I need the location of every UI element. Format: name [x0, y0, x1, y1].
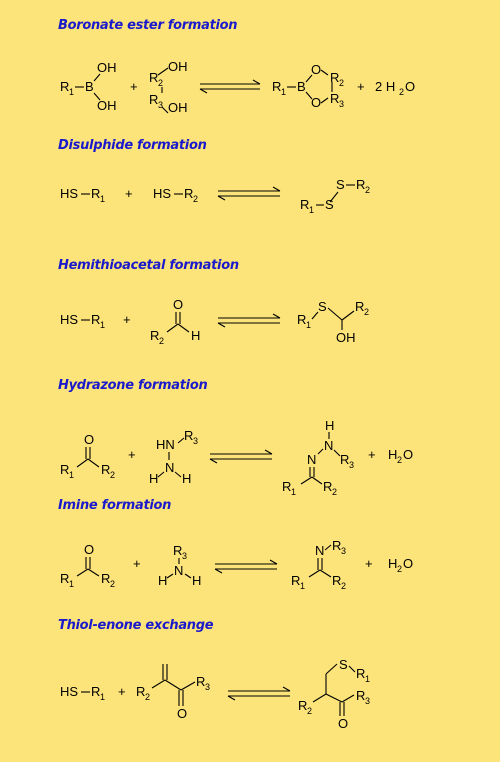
- svg-text:3: 3: [349, 460, 355, 470]
- svg-text:2: 2: [193, 194, 199, 204]
- imine-scheme: [0, 530, 500, 600]
- svg-text:S: S: [325, 197, 334, 212]
- svg-text:R: R: [60, 571, 70, 586]
- boronate-ester-scheme: [0, 55, 500, 125]
- svg-text:OH: OH: [97, 98, 117, 113]
- svg-text:N: N: [324, 438, 334, 453]
- svg-text:R: R: [91, 186, 101, 201]
- svg-text:R: R: [356, 688, 366, 703]
- svg-text:R: R: [149, 92, 159, 107]
- svg-text:2: 2: [110, 470, 116, 480]
- svg-text:1: 1: [281, 87, 287, 97]
- svg-text:HS: HS: [153, 186, 172, 201]
- diol: [149, 59, 188, 115]
- svg-text:R: R: [300, 197, 310, 212]
- svg-text:R: R: [330, 91, 340, 106]
- svg-text:1: 1: [309, 205, 315, 215]
- svg-text:3: 3: [339, 99, 345, 109]
- svg-text:HS: HS: [60, 684, 79, 699]
- svg-text:2: 2: [332, 487, 338, 497]
- svg-text:+: +: [365, 556, 373, 571]
- svg-text:O: O: [311, 95, 322, 110]
- svg-text:R: R: [356, 666, 366, 681]
- svg-text:3: 3: [182, 551, 188, 561]
- svg-text:1: 1: [100, 194, 106, 204]
- svg-text:R: R: [323, 479, 333, 494]
- svg-text:3: 3: [193, 436, 199, 446]
- svg-text:B: B: [297, 79, 306, 94]
- boronic-acid: [60, 60, 117, 113]
- svg-text:R: R: [150, 328, 160, 343]
- svg-text:H: H: [192, 573, 202, 588]
- svg-text:2: 2: [145, 692, 151, 702]
- aldehyde: [150, 297, 200, 346]
- thiol-enone-scheme: [0, 650, 500, 740]
- svg-text:O: O: [84, 432, 95, 447]
- section-title-boronate-ester: Boronate ester formation: [58, 18, 238, 33]
- svg-text:R: R: [297, 312, 307, 327]
- svg-text:R: R: [340, 452, 350, 467]
- svg-text:S: S: [318, 299, 327, 314]
- svg-text:1: 1: [306, 320, 312, 330]
- hydrazine: [149, 428, 198, 486]
- svg-text:H: H: [182, 471, 192, 486]
- section-title-thiol-enone: Thiol-enone exchange: [58, 618, 214, 633]
- svg-text:O: O: [311, 62, 322, 77]
- svg-text:R: R: [184, 428, 194, 443]
- svg-text:S: S: [339, 657, 348, 672]
- svg-text:S: S: [336, 177, 345, 192]
- svg-text:R: R: [298, 698, 308, 713]
- section-title-imine: Imine formation: [58, 498, 172, 513]
- svg-text:1: 1: [291, 487, 297, 497]
- svg-text:R: R: [60, 462, 70, 477]
- svg-text:+: +: [128, 447, 136, 462]
- svg-text:1: 1: [100, 692, 106, 702]
- svg-text:O: O: [403, 447, 414, 462]
- svg-text:R: R: [91, 684, 101, 699]
- svg-text:R: R: [282, 479, 292, 494]
- hydrazone: [282, 418, 354, 497]
- thiol-r1: [60, 312, 105, 330]
- svg-text:1: 1: [365, 674, 371, 684]
- svg-text:OH: OH: [168, 100, 188, 115]
- disulphide-scheme: [0, 170, 500, 220]
- svg-text:3: 3: [205, 682, 211, 692]
- boronate-ester: [272, 62, 344, 110]
- svg-text:1: 1: [69, 470, 75, 480]
- svg-text:3: 3: [365, 696, 371, 706]
- svg-text:R: R: [332, 573, 342, 588]
- equilibrium-arrow: [228, 687, 290, 700]
- water-product: [375, 79, 415, 97]
- svg-text:H: H: [388, 556, 398, 571]
- svg-text:H: H: [388, 447, 398, 462]
- svg-text:+: +: [357, 79, 365, 94]
- svg-text:HS: HS: [60, 312, 79, 327]
- svg-text:1: 1: [69, 579, 75, 589]
- svg-text:2: 2: [341, 581, 347, 591]
- svg-text:1: 1: [100, 320, 106, 330]
- hemithioacetal: [297, 299, 369, 345]
- svg-text:1: 1: [300, 581, 306, 591]
- equilibrium-arrow: [200, 80, 260, 93]
- svg-text:R: R: [173, 543, 183, 558]
- disulphide: [300, 177, 370, 215]
- ketone: [60, 432, 115, 480]
- svg-text:H: H: [158, 573, 168, 588]
- svg-text:2: 2: [339, 78, 345, 88]
- svg-text:HS: HS: [60, 186, 79, 201]
- svg-text:OH: OH: [168, 59, 188, 74]
- equilibrium-arrow: [218, 314, 280, 327]
- svg-text:O: O: [338, 716, 349, 731]
- svg-text:2: 2: [307, 706, 313, 716]
- svg-text:2: 2: [158, 78, 164, 88]
- svg-text:OH: OH: [336, 330, 356, 345]
- section-title-disulphide: Disulphide formation: [58, 138, 207, 153]
- thiol-r1: [60, 684, 105, 702]
- svg-text:2 H: 2 H: [375, 79, 396, 94]
- svg-text:+: +: [133, 556, 141, 571]
- ketone: [60, 542, 115, 589]
- svg-text:2: 2: [399, 87, 405, 97]
- water-product: [388, 447, 413, 465]
- thiol-r1: [60, 186, 105, 204]
- svg-text:R: R: [60, 79, 70, 94]
- svg-text:R: R: [91, 312, 101, 327]
- svg-text:2: 2: [397, 564, 403, 574]
- enone: [136, 664, 210, 721]
- equilibrium-arrow: [210, 450, 272, 463]
- section-title-hemithioacetal: Hemithioacetal formation: [58, 258, 239, 273]
- svg-text:R: R: [101, 462, 111, 477]
- svg-text:N: N: [307, 452, 317, 467]
- svg-text:2: 2: [110, 579, 116, 589]
- svg-text:R: R: [356, 177, 366, 192]
- primary-amine: [158, 543, 201, 588]
- imine: [291, 538, 346, 591]
- svg-text:+: +: [368, 447, 376, 462]
- water-product: [388, 556, 413, 574]
- svg-text:R: R: [101, 571, 111, 586]
- equilibrium-arrow: [218, 187, 280, 200]
- svg-text:R: R: [272, 79, 282, 94]
- svg-text:O: O: [177, 706, 188, 721]
- svg-text:R: R: [184, 186, 194, 201]
- equilibrium-arrow: [215, 560, 277, 573]
- svg-text:N: N: [165, 460, 175, 475]
- svg-text:3: 3: [158, 100, 164, 110]
- svg-text:2: 2: [365, 185, 371, 195]
- svg-text:R: R: [355, 299, 365, 314]
- svg-text:+: +: [125, 186, 133, 201]
- svg-text:2: 2: [159, 336, 165, 346]
- svg-text:N: N: [315, 543, 325, 558]
- hydrazone-scheme: [0, 412, 500, 497]
- svg-text:R: R: [196, 674, 206, 689]
- hemithioacetal-scheme: [0, 292, 500, 352]
- svg-text:B: B: [85, 79, 94, 94]
- svg-text:2: 2: [397, 455, 403, 465]
- svg-text:HN: HN: [156, 437, 175, 452]
- svg-text:OH: OH: [97, 60, 117, 75]
- thioether-adduct: [298, 657, 370, 731]
- svg-text:R: R: [332, 538, 342, 553]
- svg-text:1: 1: [69, 87, 75, 97]
- svg-text:O: O: [84, 542, 95, 557]
- svg-text:O: O: [173, 297, 184, 312]
- svg-text:O: O: [405, 79, 416, 94]
- svg-text:2: 2: [364, 307, 370, 317]
- svg-text:R: R: [149, 70, 159, 85]
- plus-sign: +: [130, 79, 138, 94]
- svg-text:+: +: [123, 312, 131, 327]
- svg-text:H: H: [191, 328, 201, 343]
- svg-text:R: R: [136, 684, 146, 699]
- svg-text:3: 3: [341, 546, 347, 556]
- svg-text:+: +: [118, 684, 126, 699]
- svg-text:H: H: [325, 418, 335, 433]
- section-title-hydrazone: Hydrazone formation: [58, 378, 208, 393]
- svg-text:O: O: [403, 556, 414, 571]
- svg-text:H: H: [149, 471, 159, 486]
- svg-text:R: R: [330, 70, 340, 85]
- thiol-r2: [153, 186, 198, 204]
- svg-text:R: R: [291, 573, 301, 588]
- svg-text:N: N: [174, 563, 184, 578]
